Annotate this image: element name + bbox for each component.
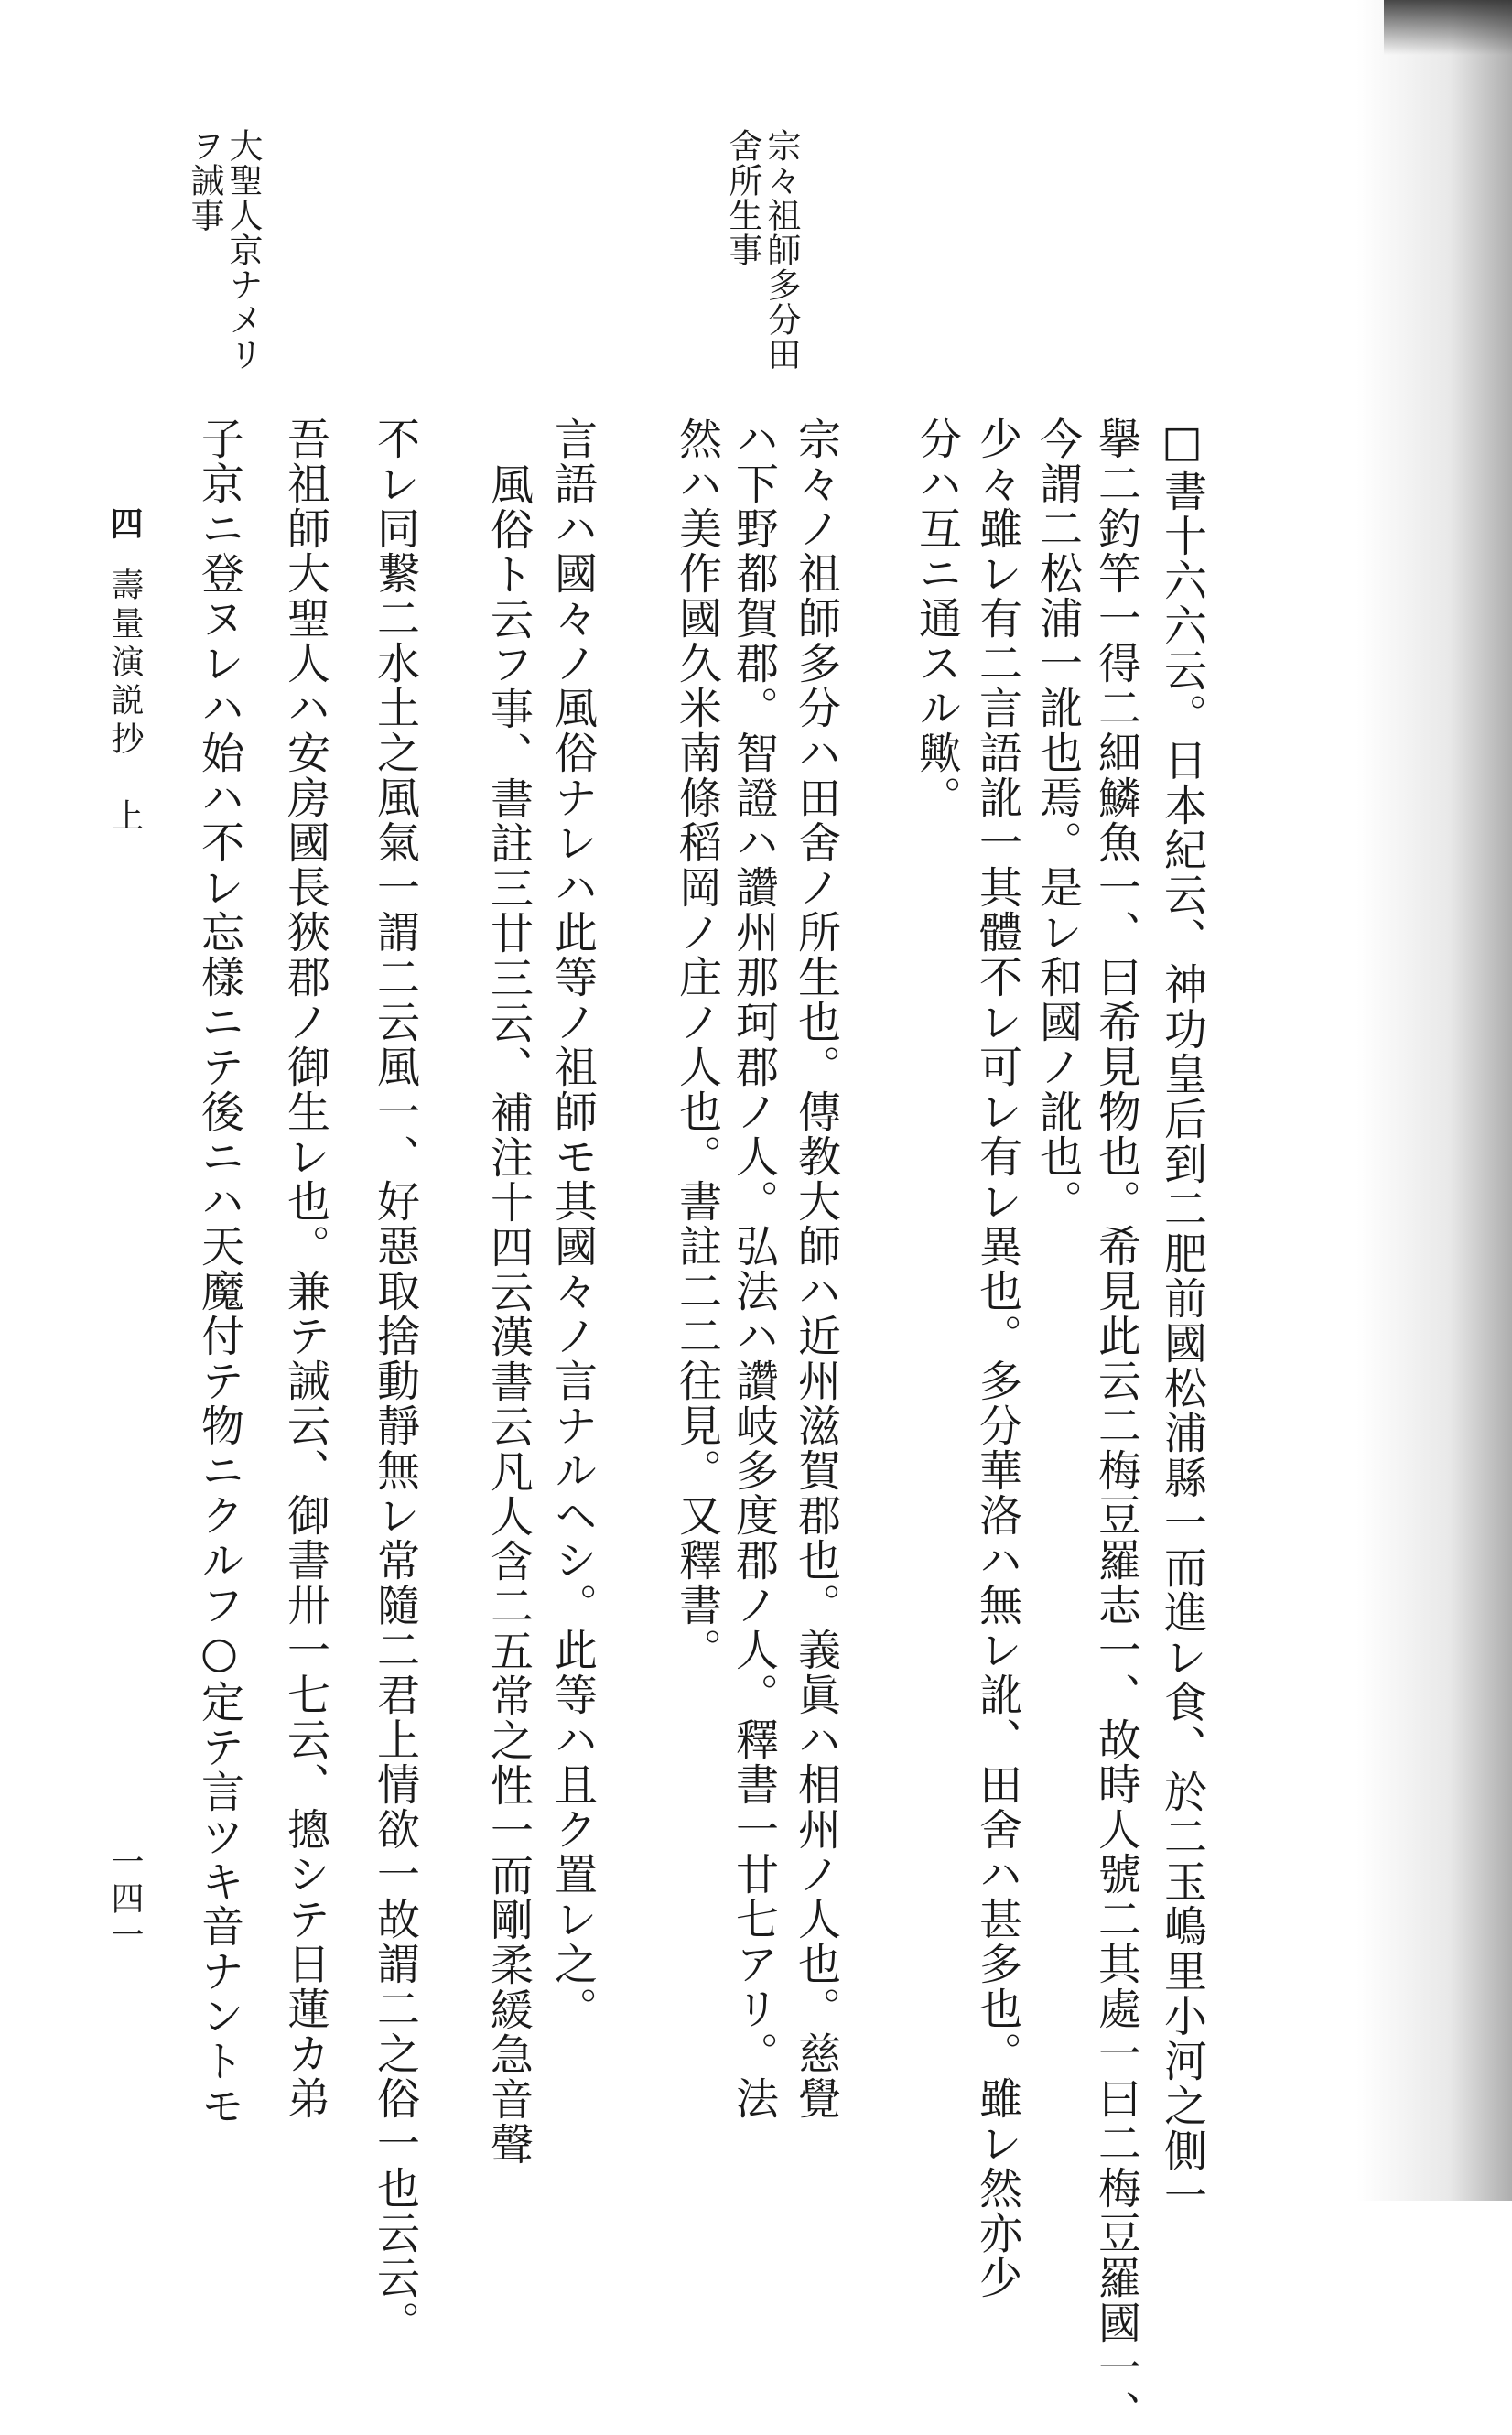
folio-number xyxy=(105,506,144,545)
body-line: 不レ同繋二水土之風氣一謂二云風一、好惡取捨動靜無レ常隨二君上情欲一故謂二之俗一也云云。 xyxy=(370,417,420,2345)
side-note-line: ヲ誡事 xyxy=(185,128,224,233)
side-note-line: 宗々祖師多分田 xyxy=(761,128,801,372)
body-line: ハ下野都賀郡。智證ハ讚州那珂郡ノ人。弘法ハ讚岐多度郡ノ人。釋書一廿七アリ。法 xyxy=(729,417,779,2121)
body-line: 風俗ト云フ事、書註三廿三云、補注十四云漢書云凡人含二五常之性一而剛柔緩急音聲 xyxy=(483,462,534,2167)
folio-number-text: 四 xyxy=(105,506,144,545)
body-line: 吾祖師大聖人ハ安房國長狹郡ノ御生レ也。兼テ誡云、御書卅一七云、摠シテ日蓮カ弟 xyxy=(280,417,330,2121)
body-line: 然ハ美作國久米南條稻岡ノ庄ノ人也。書註二二往見。又釋書。 xyxy=(672,417,722,1672)
body-line: 言語ハ國々ノ風俗ナレハ此等ノ祖師モ其國々ノ言ナルヘシ。此等ハ且ク置レ之。 xyxy=(547,417,598,2031)
page-corner-shadow xyxy=(1384,0,1512,55)
body-line: 子京ニ登ヌレハ始ハ不レ忘樣ニテ後ニハ天魔付テ物ニクルフ○定テ言ツキ音ナントモ xyxy=(194,417,244,2128)
body-line: 擧二釣竿一得二細鱗魚一、曰希見物也。希見此云二梅豆羅志一、故時人號二其處一曰二梅豆羅國一、 xyxy=(1091,417,1141,2435)
body-line: □書十六六云。日本紀云、神功皇后到二肥前國松浦縣一而進レ食、於二玉嶋里小河之側一 xyxy=(1157,417,1207,2218)
body-line: 分ハ互ニ通スル歟。 xyxy=(912,417,962,820)
body-line: 今謂二松浦一訛也焉。是レ和國ノ訛也。 xyxy=(1032,417,1083,1224)
side-note-line: 舍所生事 xyxy=(723,128,762,267)
body-line: 少々雖レ有二言語訛一其體不レ可レ有レ異也。多分華洛ハ無レ訛、田舍ハ甚多也。雖レ然亦少 xyxy=(972,417,1022,2300)
page-number: 一四一 xyxy=(106,1845,144,1954)
folio-title: 壽量演説抄 上 xyxy=(106,568,144,837)
side-note-line: 大聖人京ナメリ xyxy=(223,128,263,372)
page-edge-shadow xyxy=(1356,0,1512,2201)
body-line: 宗々ノ祖師多分ハ田舍ノ所生也。傳教大師ハ近州滋賀郡也。義眞ハ相州ノ人也。慈覺 xyxy=(791,417,841,2121)
